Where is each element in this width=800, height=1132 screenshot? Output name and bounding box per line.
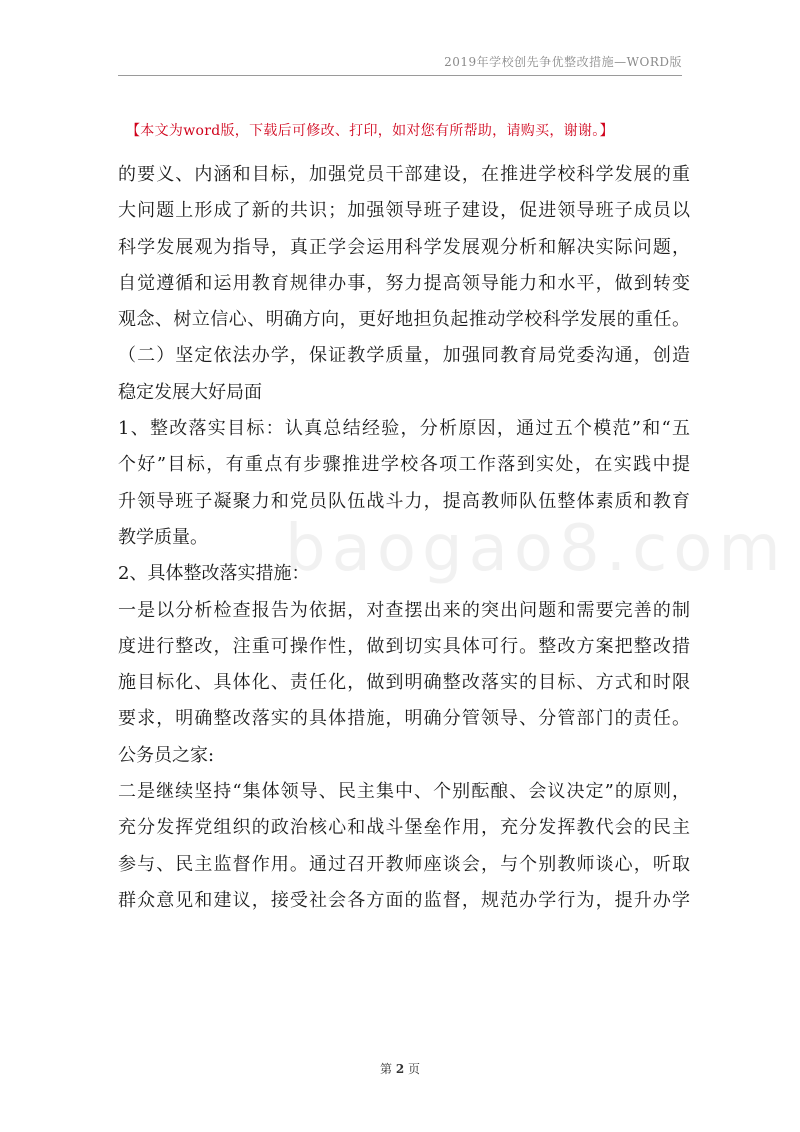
body-line: 观念、树立信心、明确方向，更好地担负起推动学校科学发展的重任。 (118, 309, 690, 331)
body-line: 2、具体整改落实措施： (118, 563, 310, 585)
body-line: 群众意见和建议，接受社会各方面的监督，规范办学行为，提升办学 (118, 889, 690, 911)
page-suffix: 页 (408, 1062, 421, 1076)
body-line: 科学发展观为指导，真正学会运用科学发展观分析和解决实际问题， (118, 236, 690, 258)
body-line: 稳定发展大好局面 (118, 381, 262, 403)
body-line: 的要义、内涵和目标，加强党员干部建设，在推进学校科学发展的重 (118, 164, 690, 185)
header-rule (118, 75, 682, 76)
body-line: （二）坚定依法办学，保证教学质量，加强同教育局党委沟通，创造 (118, 345, 690, 367)
body-line: 充分发挥党组织的政治核心和战斗堡垒作用，充分发挥教代会的民主 (118, 817, 690, 839)
watermark: baogao8.com (285, 512, 787, 586)
body-line: 教学质量。 (118, 526, 208, 548)
page-prefix: 第 (379, 1062, 392, 1076)
body-line: 1、整改落实目标：认真总结经验，分析原因，通过五个模范”和“五 (118, 418, 690, 440)
running-header: 2019年学校创先争优整改措施—WORD版 (444, 55, 682, 69)
page-number: 2 (395, 1062, 405, 1076)
body-line: 大问题上形成了新的共识；加强领导班子建设，促进领导班子成员以 (118, 200, 690, 222)
page-footer (0, 1060, 800, 1077)
body-line: 升领导班子凝聚力和党员队伍战斗力，提高教师队伍整体素质和教育 (118, 490, 690, 512)
download-notice: 【本文为word版，下载后可修改、打印，如对您有所帮助，请购买，谢谢。】 (126, 123, 614, 139)
body-text (118, 157, 690, 919)
body-line: 参与、民主监督作用。通过召开教师座谈会，与个别教师谈心，听取 (118, 853, 690, 875)
body-line: 公务员之家: (118, 744, 215, 766)
body-line: 自觉遵循和运用教育规律办事，努力提高领导能力和水平，做到转变 (118, 272, 690, 294)
body-line: 要求，明确整改落实的具体措施，明确分管领导、分管部门的责任。 (118, 708, 690, 730)
body-line: 一是以分析检查报告为依据，对查摆出来的突出问题和需要完善的制 (118, 599, 690, 621)
body-line: 施目标化、具体化、责任化，做到明确整改落实的目标、方式和时限 (118, 672, 690, 694)
body-line: 度进行整改，注重可操作性，做到切实具体可行。整改方案把整改措 (118, 635, 690, 657)
body-line: 二是继续坚持“集体领导、民主集中、个别酝酿、会议决定”的原则， (118, 781, 690, 803)
body-line: 个好”目标，有重点有步骤推进学校各项工作落到实处，在实践中提 (118, 454, 690, 476)
